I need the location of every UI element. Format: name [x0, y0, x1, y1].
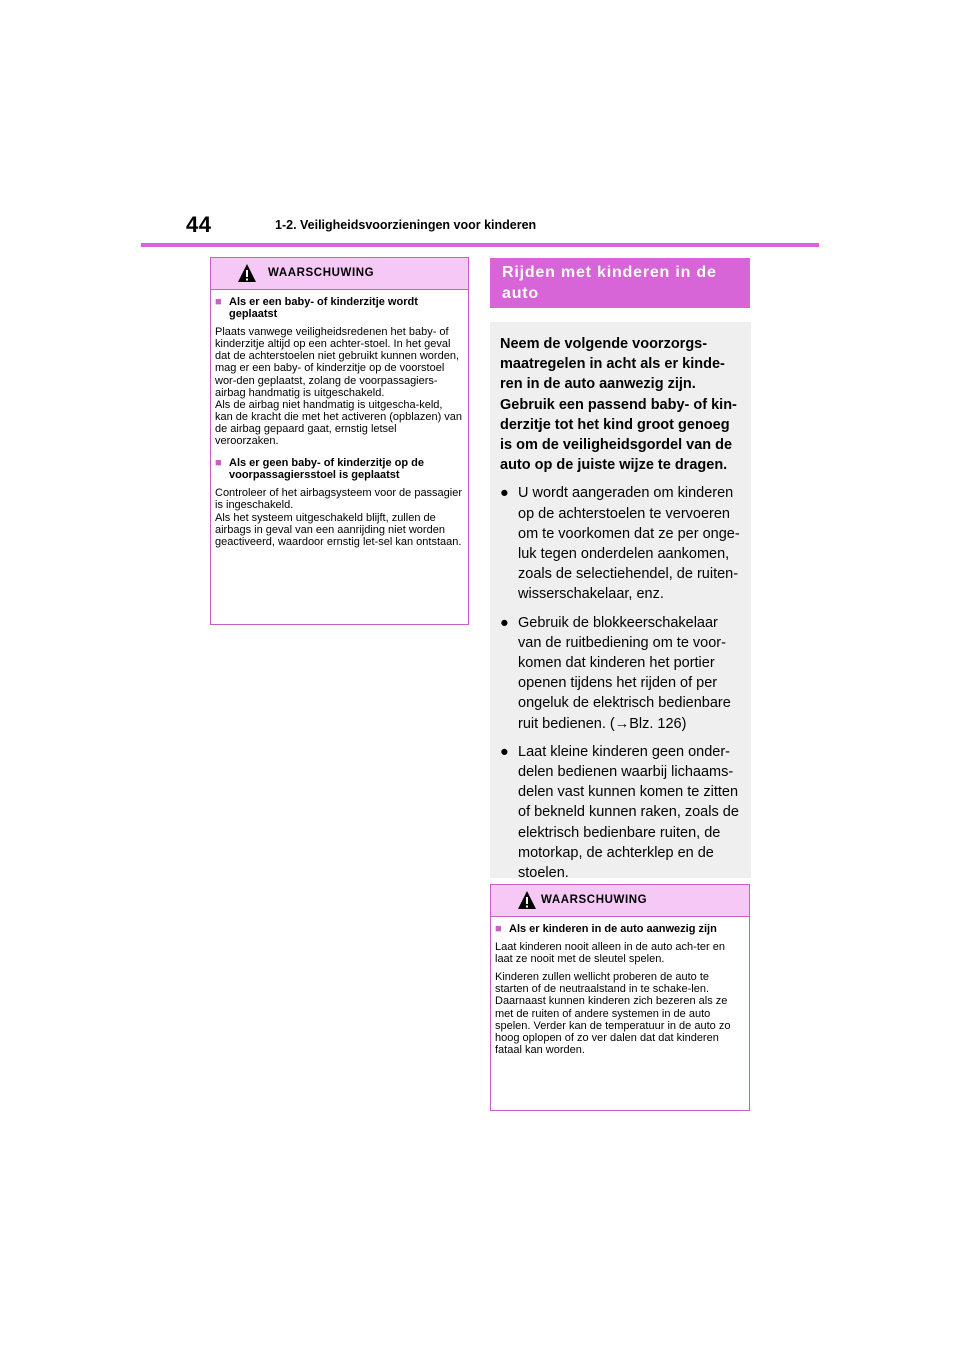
square-bullet-icon: ■	[495, 923, 502, 935]
warning-subheading: ■ Als er een baby- of kinderzitje wordt geplaatst	[215, 296, 418, 321]
warning-triangle-icon	[237, 263, 257, 283]
warning-triangle-icon	[517, 890, 537, 910]
warning-paragraph: Controleer of het airbagsysteem voor de passagier is ingeschakeld. Als het systeem uitgeschakeld blijft, zullen de airbags in geval van een aanrijding niet worden geactiveerd, waardoor ernstig let-sel kan ontstaan.	[215, 487, 463, 548]
square-bullet-icon: ■	[215, 457, 222, 470]
warning-paragraph: Kinderen zullen wellicht proberen de auto te starten of de neutraalstand in te schake-len. Daarnaast kunnen kinderen zich bezeren als ze met de ruiten of andere systemen in de auto spelen. Verder kan de temperatuur in de auto zo hoog oplopen of zo ver dalen dat dat kinderen fataal kan worden.	[495, 971, 731, 1056]
header-rule	[141, 243, 819, 247]
warning-paragraph: Laat kinderen nooit alleen in de auto ach-ter en laat ze nooit met de sleutel spelen.	[495, 941, 725, 966]
warning-body	[491, 917, 749, 1068]
warning-label: WAARSCHUWING	[268, 267, 375, 279]
square-bullet-icon: ■	[215, 296, 222, 308]
warning-header	[491, 885, 749, 917]
warning-paragraph: Plaats vanwege veiligheidsredenen het baby- of kinderzitje altijd op een achter-stoel. In het geval dat de achterstoelen niet gebruikt kunnen worden, mag er een baby- of kinderzitje op de voorstoel wor-den geplaatst, zolang de voorpassagiers-airbag handmatig is uitgeschakeld. Als de airbag niet handmatig is uitgescha-keld, kan de kracht die met het activeren (opblazen) van de airbag gepaard gaat, ernstig letsel veroorzaken.	[215, 326, 463, 448]
list-item: ● Laat kleine kinderen geen onder-delen bedienen waarbij lichaams-delen vast kunnen komen te zitten of bekneld kunnen raken, zoals de elektrisch bedienbare ruiten, de motorkap, de achterklep en de stoelen.	[500, 742, 743, 883]
warning-box-left	[210, 257, 469, 625]
chapter-title: 1-2. Veiligheidsvoorzieningen voor kinderen	[275, 218, 537, 232]
info-intro: Neem de volgende voorzorgs-maatregelen in acht als er kinde-ren in de auto aanwezig zijn. Gebruik een passend baby- of kin-derzitje tot het kind groot genoeg is om de veiligheidsgordel van de auto op de juiste wijze te dragen.	[500, 336, 737, 474]
warning-label: WAARSCHUWING	[541, 894, 648, 906]
list-item: ● Gebruik de blokkeerschakelaar van de ruitbediening om te voor-komen dat kinderen het portier openen tijdens het rijden of per ongeluk de elektrisch bedienbare ruit bedienen. (→Blz. 126)	[500, 613, 743, 734]
warning-body	[211, 290, 468, 560]
list-item: ● U wordt aangeraden om kinderen op de achterstoelen te vervoeren om te voorkomen dat ze per onge-luk tegen onderdelen aankomen, zoals de selectiehendel, de ruiten-wisserschakelaar, enz.	[500, 483, 743, 604]
bullet-dot-icon: ●	[500, 485, 509, 502]
warning-box-right	[490, 884, 750, 1111]
section-heading: Rijden met kinderen in de auto	[490, 258, 750, 308]
warning-subheading: ■ Als er geen baby- of kinderzitje op de voorpassagiersstoel is geplaatst	[215, 457, 424, 482]
bullet-dot-icon: ●	[500, 743, 509, 760]
warning-header	[211, 258, 468, 290]
info-panel	[490, 322, 751, 882]
warning-subheading: ■ Als er kinderen in de auto aanwezig zijn	[495, 923, 717, 935]
page-number: 44	[186, 212, 212, 237]
bullet-dot-icon: ●	[500, 614, 509, 631]
